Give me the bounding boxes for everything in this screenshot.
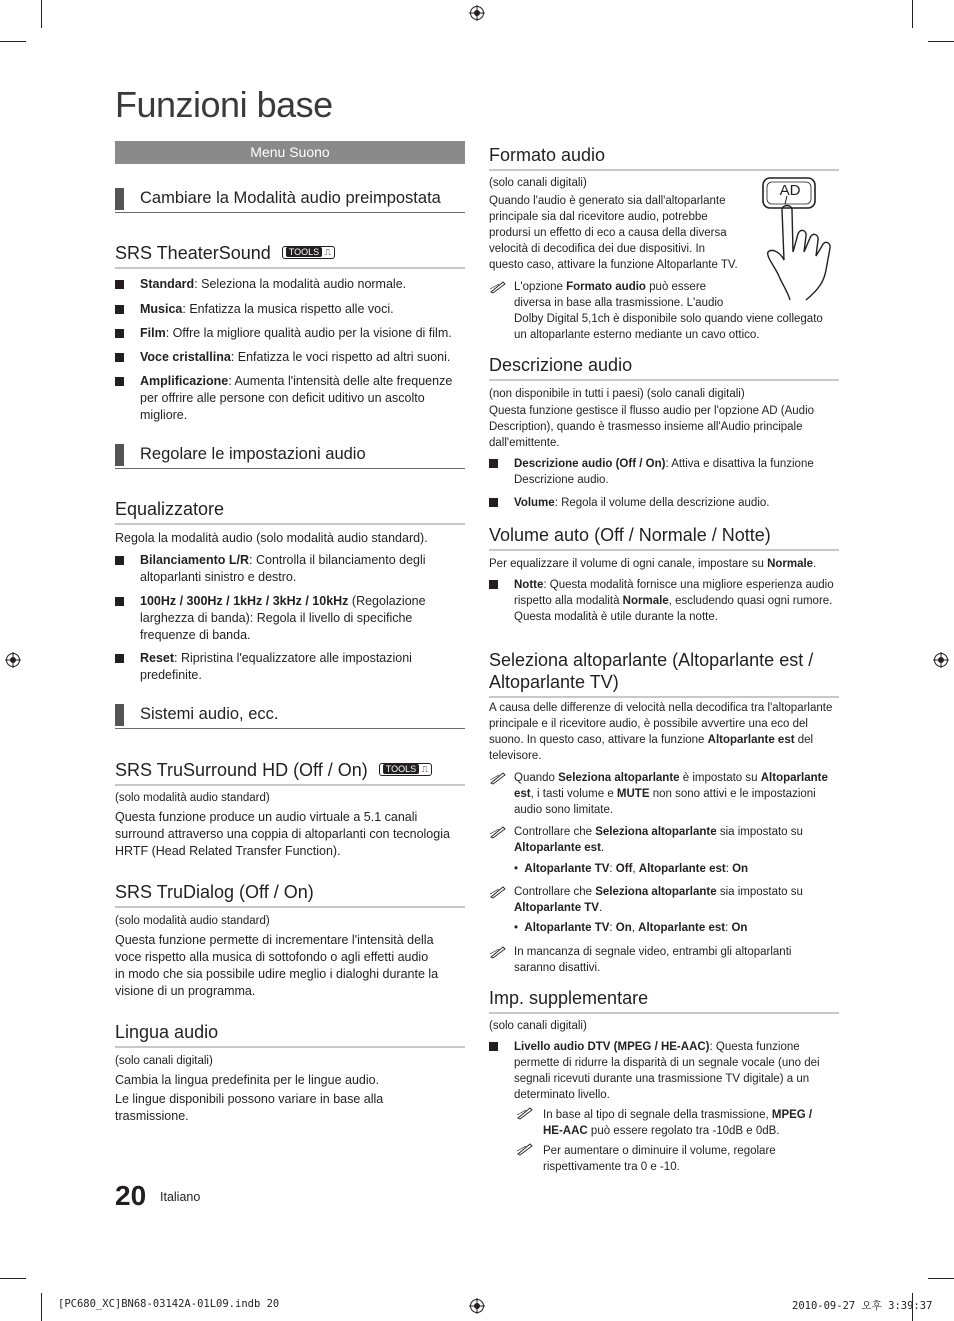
section-title: SRS TruSurround HD (Off / On) xyxy=(115,760,368,780)
crop-mark xyxy=(41,0,42,28)
note-pencil-icon xyxy=(516,1142,534,1156)
crop-mark xyxy=(928,1278,954,1279)
note-pencil-icon xyxy=(489,885,507,899)
note: (solo canali digitali) xyxy=(489,177,587,189)
subsection-title: Regolare le impostazioni audio xyxy=(140,445,366,463)
paragraph: A causa delle differenze di velocità nella decodifica tra l'altoparlante principale e il ricevitore audio, è possibile avvertire una eco del suono. In questo caso, attivare la funzione Altoparlante est del televisore. xyxy=(489,702,833,762)
section-heading: Lingua audio xyxy=(115,1022,465,1048)
note-text: Controllare che Seleziona altoparlante sia impostato su Altoparlante est. xyxy=(514,826,803,854)
registration-mark-icon xyxy=(469,5,485,21)
crop-mark xyxy=(0,41,26,42)
section-heading: SRS TruDialog (Off / On) xyxy=(115,882,465,908)
print-slug-date: 2010-09-27 오후 3:39:37 xyxy=(792,1300,933,1312)
note-pencil-icon xyxy=(489,280,507,294)
section-heading: Seleziona altoparlante (Altoparlante est / Altoparlante TV) xyxy=(489,649,839,698)
registration-mark-icon xyxy=(933,652,949,668)
subsection-bar xyxy=(115,188,124,210)
paragraph: Questa funzione permette di incrementare l'intensità della voce rispetto alla musica di sottofondo o agli effetti audio in modo che sia possibile udire meglio i dialoghi durante la visione di un programma. xyxy=(115,933,439,998)
page-number: 20 xyxy=(115,1180,147,1211)
note-pencil-icon xyxy=(489,945,507,959)
registration-mark-icon xyxy=(5,652,21,668)
crop-mark xyxy=(912,0,913,28)
section-heading: Equalizzatore xyxy=(115,499,465,525)
subsection-header xyxy=(115,188,465,213)
section-heading: Descrizione audio xyxy=(489,355,839,381)
tools-badge-icon: TOOLS ⎍ xyxy=(282,246,335,259)
note-text: In base al tipo di segnale della trasmissione, MPEG / HE-AAC può essere regolato tra -10dB e 0dB. xyxy=(543,1109,813,1137)
note: (solo canali digitali) xyxy=(115,1055,213,1067)
note-text: In mancanza di segnale video, entrambi gli altoparlanti saranno disattivi. xyxy=(514,946,792,974)
print-slug-file: [PC680_XC]BN68-03142A-01L09.indb 20 xyxy=(58,1298,280,1310)
paragraph: Per equalizzare il volume di ogni canale, impostare su Normale. xyxy=(489,558,817,570)
paragraph: Quando l'audio è generato sia dall'altoparlante principale sia dal ricevitore audio, potrebbe prodursi un effetto di eco a causa della diversa velocità di decodifica dei due dispositivi. In questo caso, attivare la funzione Altoparlante TV. xyxy=(489,195,738,271)
subsection-header xyxy=(115,444,465,469)
section-heading: Imp. supplementare xyxy=(489,988,839,1014)
menu-bar: Menu Suono xyxy=(115,141,465,164)
note-pencil-icon xyxy=(516,1106,534,1120)
subsection-bar xyxy=(115,704,124,726)
subsection-header xyxy=(115,704,465,729)
tools-badge-icon: TOOLS ⎍ xyxy=(379,763,432,776)
section-heading xyxy=(115,243,465,269)
crop-mark xyxy=(0,1278,26,1279)
subsection-title: Cambiare la Modalità audio preimpostata xyxy=(140,189,441,207)
section-title: SRS TheaterSound xyxy=(115,243,271,263)
note-text: Controllare che Seleziona altoparlante sia impostato su Altoparlante TV. xyxy=(514,886,803,914)
paragraph: Regola la modalità audio (solo modalità audio standard). xyxy=(115,531,428,545)
note: (solo canali digitali) xyxy=(489,1020,587,1032)
crop-mark xyxy=(928,41,954,42)
section-heading: Volume auto (Off / Normale / Notte) xyxy=(489,525,839,551)
note-text: Quando Seleziona altoparlante è impostato su Altoparlante est, i tasti volume e MUTE non sono attivi e le impostazioni audio sono limitate. xyxy=(514,772,828,816)
paragraph: Questa funzione produce un audio virtuale a 5.1 canali surround attraverso una coppia di altoparlanti con tecnologia HRTF (Head Related Transfer Function). xyxy=(115,810,450,858)
note-text: L'opzione Formato audio può essere diversa in base alla trasmissione. L'audio Dolby Digital 5,1ch è disponibile solo quando viene collegato un altoparlante esterno mediante un cavo ottico. xyxy=(514,281,823,341)
subsection-bar xyxy=(115,444,124,466)
note-pencil-icon xyxy=(489,825,507,839)
note-pencil-icon xyxy=(489,771,507,785)
section-heading: Formato audio xyxy=(489,145,839,171)
registration-mark-icon xyxy=(469,1298,485,1314)
paragraph: Cambia la lingua predefinita per le lingue audio. xyxy=(115,1073,380,1087)
ad-button-label: AD xyxy=(779,182,801,199)
crop-mark xyxy=(41,1293,42,1321)
page-title: Funzioni base xyxy=(115,84,333,125)
list-item: • Altoparlante TV: On, Altoparlante est: On xyxy=(514,922,748,934)
list-item: • Altoparlante TV: Off, Altoparlante est: On xyxy=(514,863,749,875)
subsection-title: Sistemi audio, ecc. xyxy=(140,705,279,723)
note-text: Per aumentare o diminuire il volume, regolare rispettivamente tra 0 e -10. xyxy=(543,1145,776,1173)
note: (non disponibile in tutti i paesi) (solo canali digitali) xyxy=(489,388,745,400)
note: (solo modalità audio standard) xyxy=(115,792,270,804)
paragraph: Questa funzione gestisce il flusso audio per l'opzione AD (Audio Description), quando è trasmesso insieme all'Audio principale dall'emittente. xyxy=(489,405,815,449)
section-heading xyxy=(115,760,465,786)
note: (solo modalità audio standard) xyxy=(115,915,270,927)
language-label: Italiano xyxy=(160,1190,201,1204)
paragraph: Le lingue disponibili possono variare in base alla trasmissione. xyxy=(115,1092,384,1123)
